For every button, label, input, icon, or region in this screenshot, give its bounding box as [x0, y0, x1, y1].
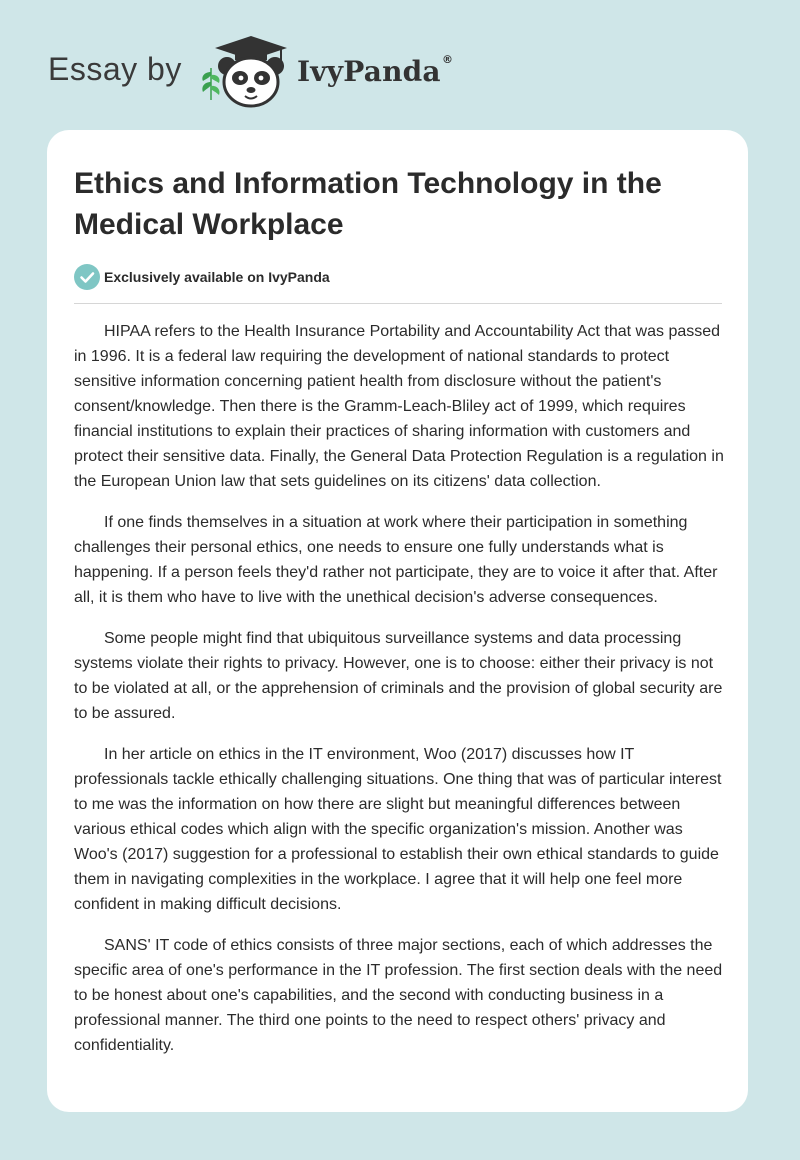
divider	[74, 303, 722, 304]
registered-mark: ®	[442, 53, 453, 66]
brand-name: IvyPanda	[297, 55, 441, 88]
site-header	[48, 30, 508, 114]
paragraph: If one finds themselves in a situation at work where their participation in something challenges their personal ethics, one needs to ensure one fully understands what is happening. If a person feels they'd rather not participate, they are to voice it after that. After all, it is them who have to live with the unethical decision's adverse consequences.	[74, 514, 718, 606]
essay-body	[74, 319, 725, 1074]
paragraph: HIPAA refers to the Health Insurance Portability and Accountability Act that was passed in 1996. It is a federal law requiring the development of national standards to protect sensitive information concerning patient health from disclosure without the patient's consent/knowledge. Then there is the Gramm-Leach-Bliley act of 1999, which requires financial institutions to explain their practices of sharing information with customers and protect their sensitive data. Finally, the General Data Protection Regulation is a regulation in the European Union law that sets guidelines on its citizens' data collection.	[74, 323, 724, 490]
paragraph: In her article on ethics in the IT environment, Woo (2017) discusses how IT professionals tackle ethically challenging situations. One thing that was of particular interest to me was the information on how there are slight but meaningful differences between various ethical codes which align with the specific organization's mission. Another was Woo's (2017) suggestion for a professional to establish their own ethical standards to guide them in navigating complexities in the workplace. I agree that it will help one feel more confident in making difficult decisions.	[74, 746, 722, 913]
essay-by-label: Essay by	[48, 51, 182, 87]
essay-card	[47, 130, 748, 1112]
exclusive-badge-text: Exclusively available on IvyPanda	[104, 269, 330, 285]
exclusive-badge	[74, 264, 474, 290]
paragraph: Some people might find that ubiquitous surveillance systems and data processing systems violate their rights to privacy. However, one is to choose: either their privacy is not to be violated at all, or the apprehension of criminals and the provision of global security are to be assured.	[74, 630, 723, 722]
checkmark-circle-icon	[74, 264, 100, 290]
panda-graduate-logo-icon	[213, 32, 289, 110]
essay-title: Ethics and Information Technology in the Medical Workplace	[74, 167, 662, 241]
paragraph: SANS' IT code of ethics consists of three major sections, each of which addresses the specific area of one's performance in the IT profession. The first section deals with the need to be honest about one's capabilities, and the second with conducting business in a professional manner. The third one points to the need to respect others' privacy and confidentiality.	[74, 937, 723, 1054]
